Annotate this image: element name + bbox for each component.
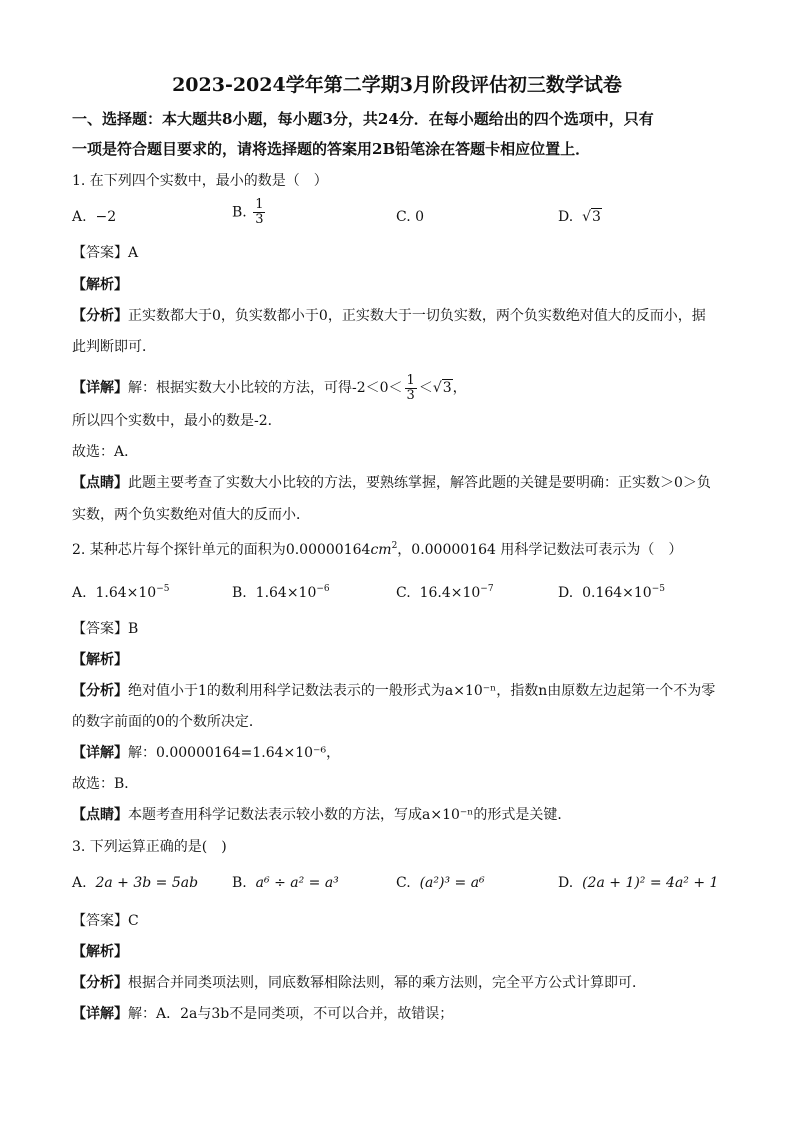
q3-detail-line-1 <box>72 1005 453 1023</box>
q1-fenxi-text-1: 正实数都大于0，负实数都小于0，正实数大于一切负实数，两个负实数绝对值大的反而小，据 <box>128 308 706 324</box>
q3-option-a-label: A. <box>72 875 87 891</box>
q1-dianjing-line-1 <box>72 474 711 492</box>
q2-analysis-tag: 【解析】 <box>72 652 128 668</box>
q3-fenxi-line-1 <box>72 974 646 992</box>
q3-fenxi-text-1: 根据合并同类项法则，同底数幂相除法则，幂的乘方法则，完全平方公式计算即可． <box>128 975 646 991</box>
q1-detail-line-1 <box>72 374 467 403</box>
q3-option-b <box>232 874 339 892</box>
q1-option-d-label: D. <box>558 209 574 225</box>
q1-detail-sqrt-value: 3 <box>442 380 452 396</box>
q1-analysis-tag: 【解析】 <box>72 277 128 293</box>
q3-answer: 【答案】C <box>72 913 139 929</box>
q1-fenxi-line-2: 此判断即可． <box>72 339 156 355</box>
q1-option-a-value: −2 <box>95 209 117 225</box>
q2-fenxi-line-2: 的数字前面的0的个数所决定． <box>72 714 263 730</box>
q3-detail-text-1: 解：A．2a与3b不是同类项，不可以合并，故错误； <box>128 1006 454 1022</box>
page-title: 2023-2024学年第二学期3月阶段评估初三数学试卷 <box>172 74 622 96</box>
q3-fenxi-tag: 【分析】 <box>72 975 128 991</box>
q2-option-b-base: 1.64×10 <box>255 585 317 601</box>
q1-detail-tag: 【详解】 <box>72 380 128 396</box>
q2-option-d-base: 0.164×10 <box>582 585 652 601</box>
q1-dianjing-text-1: 此题主要考查了实数大小比较的方法，要熟练掌握，解答此题的关键是要明确：正实数＞0＞负 <box>128 475 711 491</box>
q1-option-b <box>232 198 267 227</box>
q2-option-a-exp: −5 <box>156 584 170 594</box>
q1-detail-text-1b: ＜ <box>418 380 433 396</box>
q2-stem-d: ，0.00000164 用科学记数法可表示为（ ） <box>397 542 683 558</box>
q3-stem: 3. 下列运算正确的是( ) <box>72 839 227 855</box>
q2-option-a-base: 1.64×10 <box>95 585 157 601</box>
q3-option-d-label: D. <box>558 875 574 891</box>
q2-dianjing-tag: 【点睛】 <box>72 807 128 823</box>
q1-detail-text-1a: 解：根据实数大小比较的方法，可得-2＜0＜ <box>128 380 403 396</box>
q1-dianjing-line-2: 实数，两个负实数绝对值大的反而小． <box>72 507 310 523</box>
q3-option-d-value: (2a + 1)² = 4a² + 1 <box>582 875 719 891</box>
q2-option-b <box>232 584 330 602</box>
q1-dianjing-tag: 【点睛】 <box>72 475 128 491</box>
q3-option-a <box>72 874 198 892</box>
q2-option-d <box>558 584 665 602</box>
q2-stem-unit-exp: 2 <box>391 541 398 551</box>
q1-option-d <box>558 208 602 226</box>
q1-option-c-label: C. <box>396 209 411 225</box>
q1-detail-text-1c: ， <box>452 380 467 396</box>
q2-fenxi-text-1: 绝对值小于1的数利用科学记数法表示的一般形式为a×10⁻ⁿ，指数n由原数左边起第一个不为零 <box>128 683 716 699</box>
q1-detail-line-2: 所以四个实数中，最小的数是-2． <box>72 413 282 429</box>
q2-option-b-exp: −6 <box>316 584 330 594</box>
q1-option-b-denominator: 3 <box>255 212 264 227</box>
q1-stem: 1. 在下列四个实数中，最小的数是（ ） <box>72 173 328 189</box>
q2-option-b-label: B. <box>232 585 247 601</box>
q2-option-a-label: A. <box>72 585 87 601</box>
q1-option-d-value: 3 <box>592 209 601 225</box>
section-instructions-line-2: 一项是符合题目要求的，请将选择题的答案用2B铅笔涂在答题卡相应位置上． <box>72 140 591 158</box>
q2-option-a <box>72 584 169 602</box>
q2-choose: 故选：B． <box>72 776 139 792</box>
q2-stem <box>72 541 682 559</box>
sqrt-icon: √3 <box>432 380 452 396</box>
q2-option-c-exp: −7 <box>480 584 494 594</box>
q2-detail-text-1: 解：0.00000164=1.64×10⁻⁶， <box>128 745 341 761</box>
q3-option-a-value: 2a + 3b = 5ab <box>95 875 199 891</box>
q2-dianjing-text-1: 本题考查用科学记数法表示较小数的方法，写成a×10⁻ⁿ的形式是关键． <box>128 807 572 823</box>
section-instructions-line-1: 一、选择题：本大题共8小题，每小题3分，共24分．在每小题给出的四个选项中，只有 <box>72 110 654 128</box>
q1-option-a <box>72 208 116 226</box>
q2-option-c-base: 16.4×10 <box>419 585 481 601</box>
q1-fenxi-line-1 <box>72 307 706 325</box>
q1-option-a-label: A. <box>72 209 87 225</box>
q3-option-c-label: C. <box>396 875 411 891</box>
q2-option-d-exp: −5 <box>651 584 665 594</box>
q2-detail-tag: 【详解】 <box>72 745 128 761</box>
q1-option-b-label: B. <box>232 204 247 221</box>
q2-option-d-label: D. <box>558 585 574 601</box>
q1-choose: 故选：A． <box>72 444 139 460</box>
q1-fenxi-tag: 【分析】 <box>72 308 128 324</box>
q3-option-b-label: B. <box>232 875 247 891</box>
q2-fenxi-tag: 【分析】 <box>72 683 128 699</box>
q1-option-b-fraction <box>253 198 265 227</box>
q2-detail-line-1 <box>72 744 340 762</box>
q1-detail-frac-den: 3 <box>406 388 415 403</box>
q1-option-c <box>396 208 424 226</box>
q1-detail-frac-num: 1 <box>406 373 415 388</box>
q2-stem-a: 2. 某种芯片每个探针单元的面积为 <box>72 542 286 558</box>
q2-answer: 【答案】B <box>72 621 139 637</box>
q2-stem-unit: cm <box>370 542 392 558</box>
q2-stem-b: 0.00000164 <box>285 542 371 558</box>
q3-option-d <box>558 874 718 892</box>
q1-option-c-value: 0 <box>415 209 425 225</box>
q3-option-b-value: a⁶ ÷ a² = a³ <box>255 875 339 891</box>
q3-option-c <box>396 874 485 892</box>
q2-fenxi-line-1 <box>72 682 715 700</box>
q3-detail-tag: 【详解】 <box>72 1006 128 1022</box>
q1-answer: 【答案】A <box>72 245 139 261</box>
q3-option-c-value: (a²)³ = a⁶ <box>419 875 485 891</box>
q1-detail-fraction <box>405 374 417 403</box>
q3-analysis-tag: 【解析】 <box>72 944 128 960</box>
sqrt-icon: √3 <box>582 209 601 225</box>
q2-dianjing-line-1 <box>72 806 571 824</box>
q2-option-c-label: C. <box>396 585 411 601</box>
q2-option-c <box>396 584 494 602</box>
q1-option-b-numerator: 1 <box>255 197 264 212</box>
